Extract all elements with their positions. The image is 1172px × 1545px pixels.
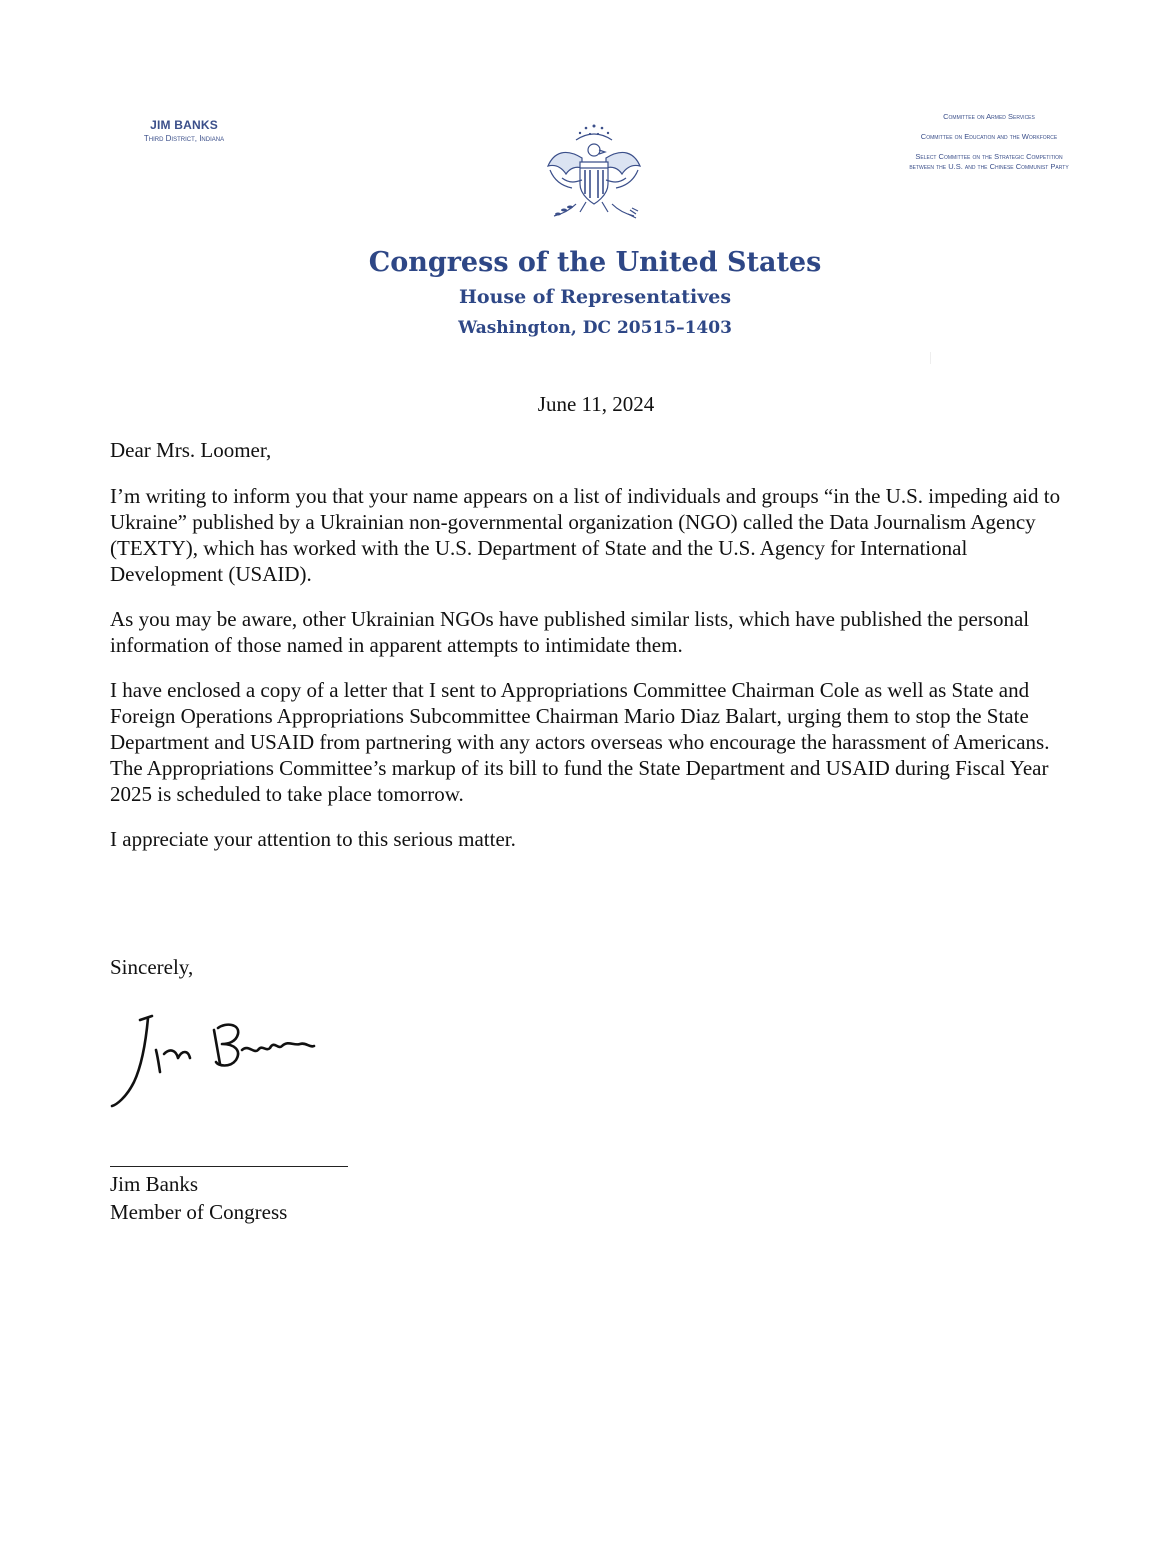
letterhead-member-name: JIM BANKS: [150, 118, 218, 132]
letter-paragraph: I appreciate your attention to this serious matter.: [110, 827, 516, 851]
letterhead-member-block: [104, 118, 264, 143]
handwritten-signature: [104, 1010, 334, 1115]
letter-salutation: Dear Mrs. Loomer,: [110, 438, 272, 462]
letterhead-district: Third District, Indiana: [143, 134, 225, 143]
letterhead-committees: [904, 112, 1074, 182]
letter-date: June 11, 2024: [537, 392, 655, 416]
signer-block: [110, 1170, 287, 1226]
scan-mark: [930, 352, 931, 364]
great-seal-icon: [536, 118, 652, 228]
signature-line: [110, 1166, 348, 1167]
signer-title: Member of Congress: [110, 1200, 288, 1224]
letterhead-address: Washington, DC 20515–1403: [458, 318, 732, 338]
committee-item: Select Committee on the Strategic Competition between the U.S. and the Chinese Communist Party: [909, 152, 1069, 171]
letter-paragraph: As you may be aware, other Ukrainian NGOs have published similar lists, which have published the personal information of those named in apparent attempts to intimidate them.: [110, 607, 1030, 657]
letter-body: [110, 437, 1080, 871]
letter-paragraph: I have enclosed a copy of a letter that I sent to Appropriations Committee Chairman Cole as well as State and Foreign Operations Appropriations Subcommittee Chairman Mario Diaz Balart, urging them to stop the State Department and USAID from partnering with any actors overseas who encourage the harassment of Americans. The Appropriations Committee’s markup of its bill to fund the State Department and USAID during Fiscal Year 2025 is scheduled to take place tomorrow.: [110, 678, 1050, 806]
signer-name: Jim Banks: [110, 1172, 199, 1196]
letterhead-subtitle: House of Representatives: [458, 286, 732, 308]
letter-paragraph: I’m writing to inform you that your name appears on a list of individuals and groups “in the U.S. impeding aid to Ukraine” published by a Ukrainian non-governmental organization (NGO) called the Data Journalism Agency (TEXTY), which has worked with the U.S. Department of State and the U.S. Agency for International Development (USAID).: [110, 484, 1061, 586]
committee-item: Committee on Armed Services: [943, 112, 1035, 121]
letterhead-heading: [300, 244, 890, 344]
committee-item: Committee on Education and the Workforce: [920, 132, 1058, 141]
letterhead-title: Congress of the United States: [368, 247, 822, 278]
letter-closing: Sincerely,: [110, 955, 194, 979]
